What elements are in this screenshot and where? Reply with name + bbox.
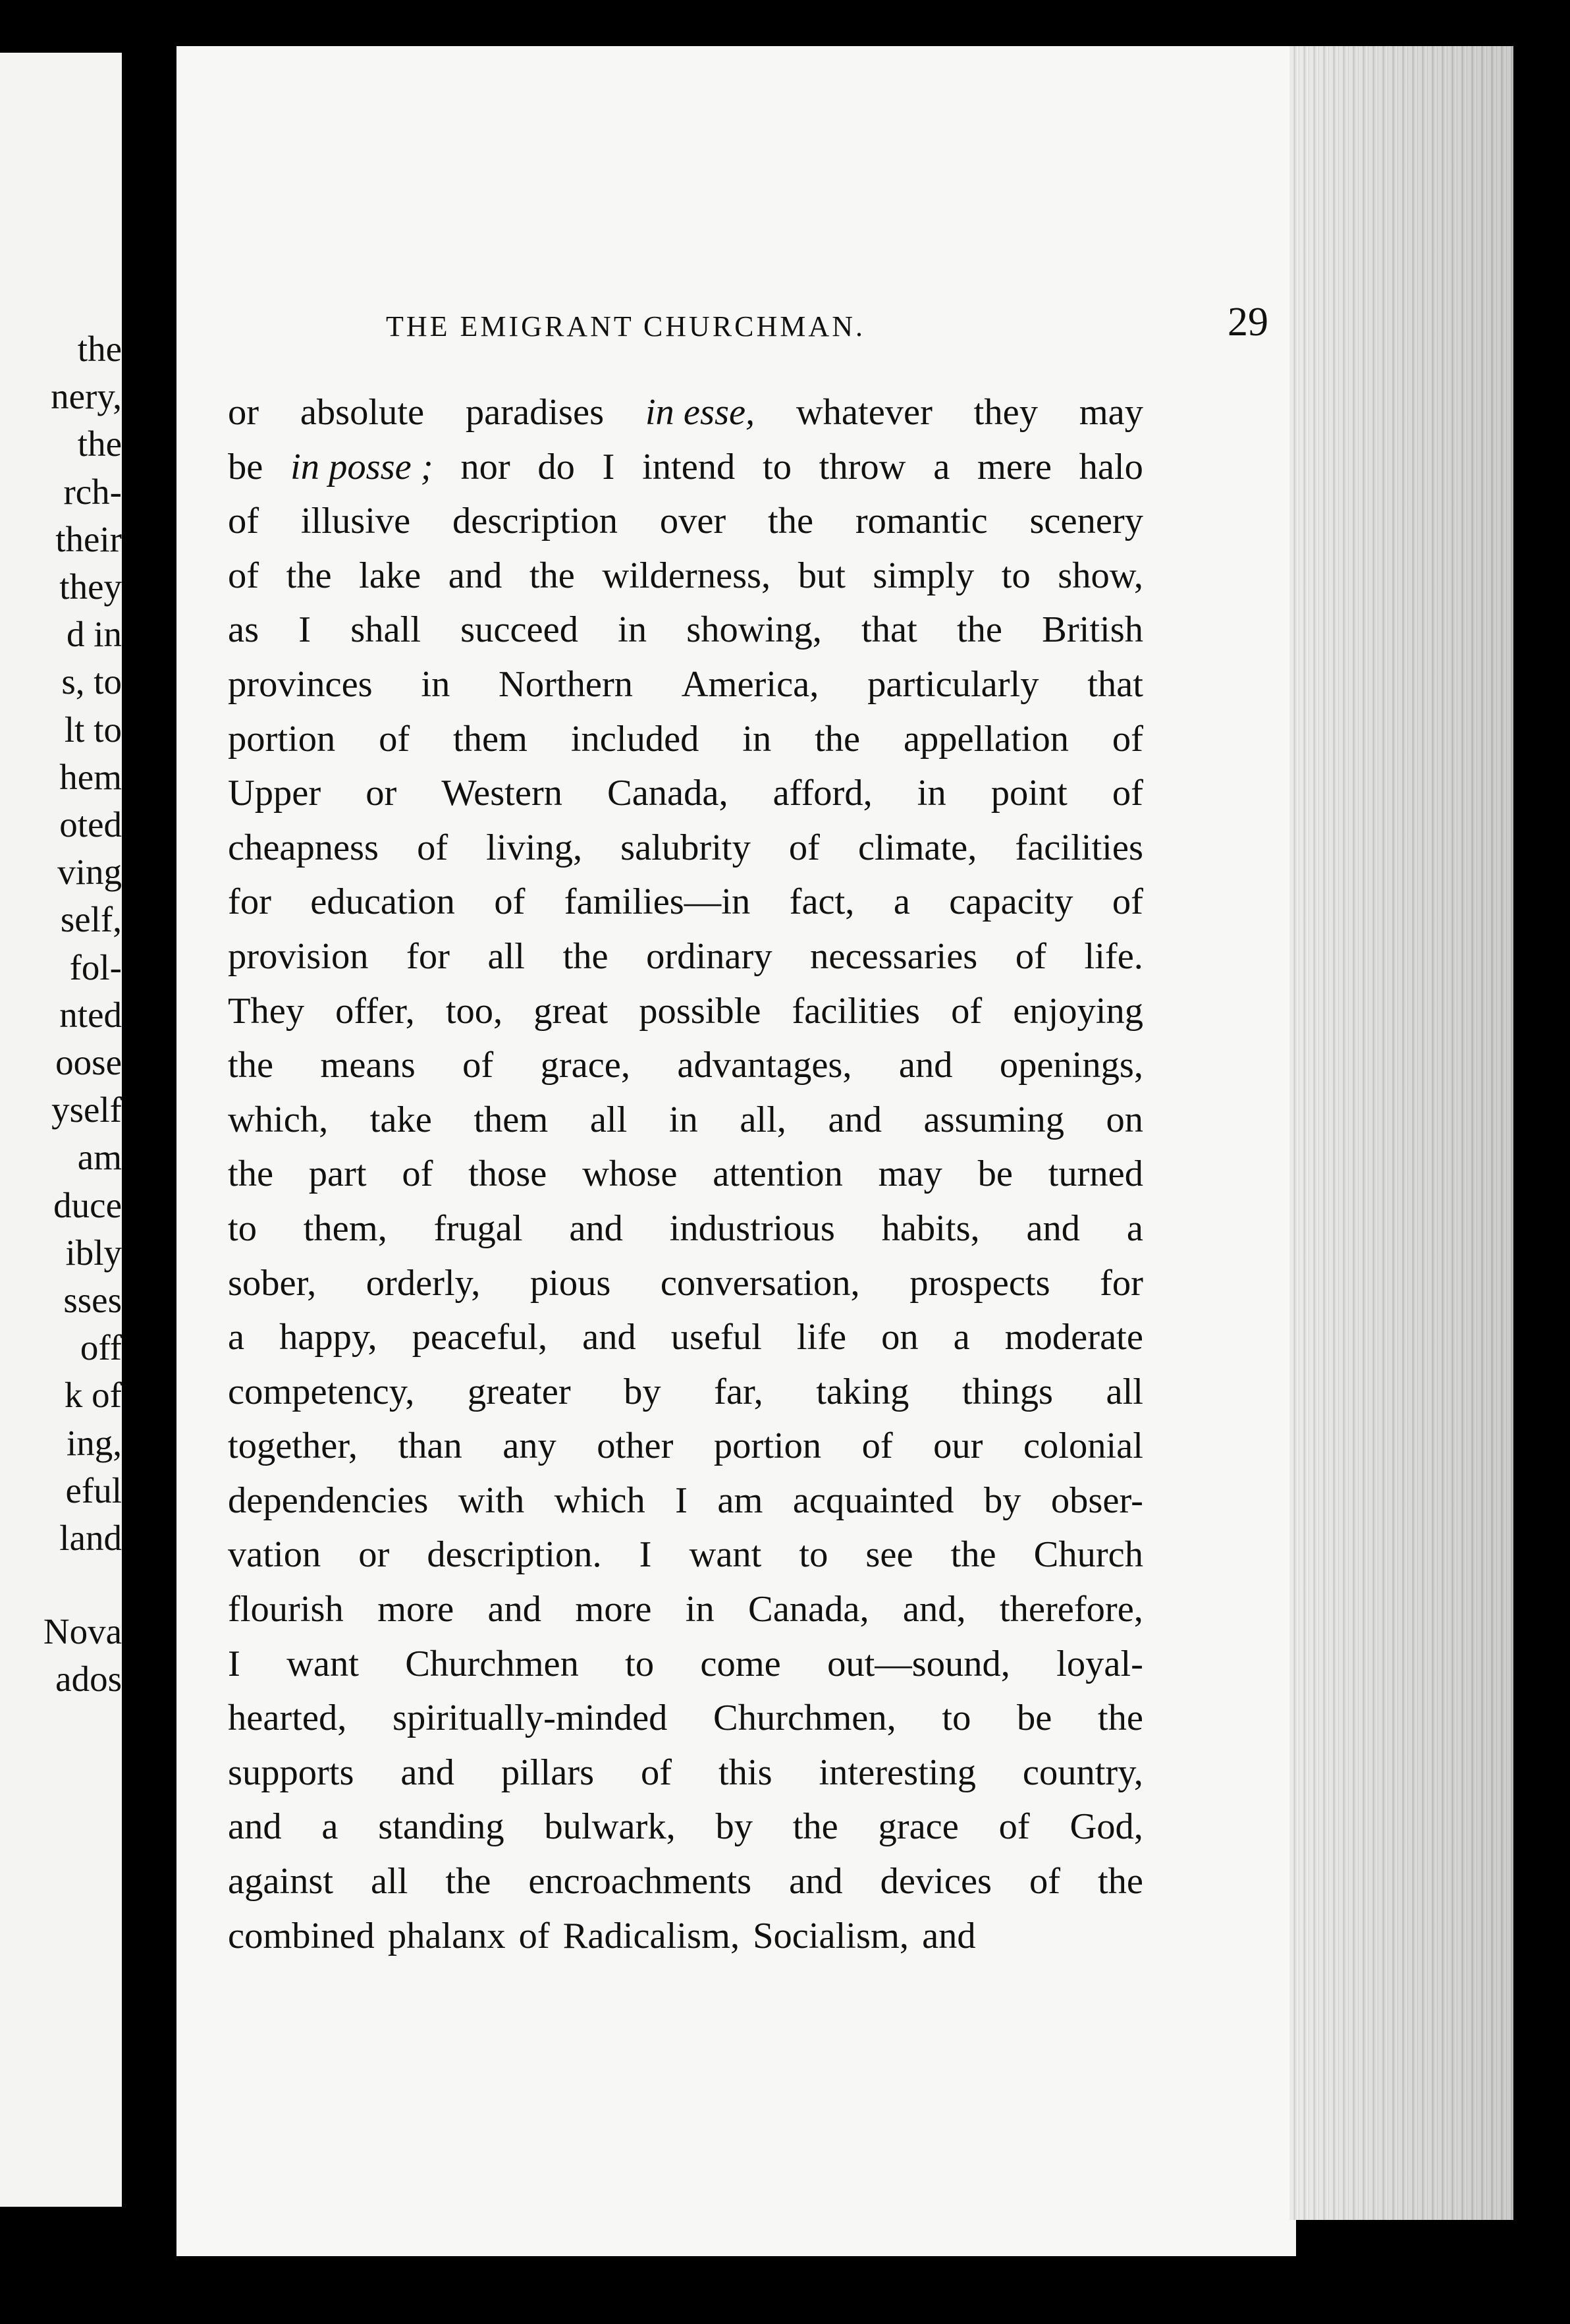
word: families—in [564, 881, 751, 923]
word: point [990, 773, 1068, 814]
word: absolute [300, 392, 425, 433]
word: description. [427, 1534, 602, 1576]
word: appellation [903, 718, 1069, 760]
word: and [898, 1045, 953, 1086]
left-page-fragment: s, to [61, 661, 122, 702]
word: wilderness, [602, 555, 771, 596]
left-page-fragment: the [77, 424, 122, 464]
left-page-fragment: off [80, 1327, 122, 1368]
word: included [570, 718, 699, 760]
text-line [228, 766, 1143, 821]
left-page-fragment: Nova [43, 1611, 122, 1652]
word: assuming [923, 1099, 1064, 1140]
word: the [815, 718, 861, 760]
text-line [228, 1310, 1143, 1365]
text-line [228, 1474, 1143, 1528]
word: I [639, 1534, 652, 1576]
left-page-fragment: fol- [69, 947, 122, 987]
word: and [228, 1806, 282, 1848]
word: and, [902, 1589, 966, 1630]
text-line [228, 440, 1143, 495]
word: and [448, 555, 502, 596]
word: Upper [228, 773, 321, 814]
word: country, [1022, 1752, 1143, 1793]
left-page-fragment: nted [59, 994, 122, 1035]
word: illusive [300, 501, 411, 542]
word: in [685, 1589, 715, 1630]
word: fact, [789, 881, 855, 923]
word: the [228, 1045, 274, 1086]
word: colonial [1023, 1425, 1143, 1467]
word: the [956, 609, 1002, 651]
left-page-fragment: lt to [64, 709, 122, 750]
text-line [228, 1256, 1143, 1311]
word: against [228, 1861, 334, 1902]
word: combined [228, 1915, 375, 1956]
word: halo [1079, 446, 1143, 487]
word: the [286, 555, 332, 596]
word: Churchmen [405, 1643, 579, 1684]
word: any [502, 1425, 556, 1467]
word: throw [819, 446, 906, 487]
word: the [529, 555, 575, 596]
word: useful [670, 1317, 762, 1358]
word: over [659, 501, 726, 542]
text-line [228, 712, 1143, 767]
word: particularly [867, 663, 1039, 705]
word: of [951, 990, 983, 1032]
word: all, [740, 1099, 786, 1140]
text-line [228, 1746, 1143, 1800]
word: the [1097, 1698, 1143, 1739]
word: want [689, 1534, 762, 1576]
word: God, [1069, 1806, 1143, 1848]
word: of [1112, 881, 1143, 923]
word: to [228, 1207, 257, 1249]
word: of [1112, 718, 1143, 760]
word: and [569, 1207, 623, 1249]
word: description [452, 501, 618, 542]
text-line [228, 549, 1143, 603]
left-page-fragment: ing, [66, 1422, 122, 1463]
left-page-fragment: ving [57, 852, 122, 893]
word: facilities [1015, 827, 1143, 868]
word: life. [1084, 935, 1143, 977]
word: romantic [855, 501, 988, 542]
word: things [961, 1371, 1054, 1412]
word: and [582, 1317, 636, 1358]
left-page-fragment: sses [63, 1280, 122, 1320]
word: America, [681, 663, 819, 705]
word: interesting [819, 1752, 976, 1793]
word: a [1126, 1207, 1143, 1249]
word: flourish [228, 1589, 344, 1630]
word: capacity [949, 881, 1073, 923]
word: and [789, 1861, 843, 1902]
word: be [977, 1153, 1013, 1195]
left-page-fragment: they [59, 567, 122, 607]
word: more [575, 1589, 652, 1630]
word: may [1079, 392, 1143, 433]
word: be [228, 446, 263, 487]
word: prospects [909, 1262, 1050, 1304]
word: of [518, 1915, 550, 1956]
word: in [668, 1099, 698, 1140]
word: great [533, 990, 609, 1032]
word: a [893, 881, 910, 923]
word: I [602, 446, 615, 487]
word: in esse, [645, 392, 755, 433]
left-page-fragment: land [59, 1518, 122, 1558]
text-line [228, 1637, 1143, 1692]
word: on [1106, 1099, 1143, 1140]
left-page-fragment: self, [60, 899, 122, 940]
word: dependencies [228, 1480, 429, 1521]
left-page-fragment: ibly [65, 1232, 122, 1273]
text-line [228, 1202, 1143, 1256]
left-page-fragment: am [77, 1137, 122, 1178]
word: in [742, 718, 772, 760]
word: living, [486, 827, 583, 868]
left-facing-page [0, 53, 122, 2207]
word: as [228, 609, 259, 651]
word: therefore, [999, 1589, 1143, 1630]
word: this [718, 1752, 772, 1793]
word: life [796, 1317, 847, 1358]
word: on [881, 1317, 919, 1358]
text-line [228, 1909, 1143, 1964]
left-page-fragment: k of [64, 1375, 122, 1416]
word: the [445, 1861, 491, 1902]
word: Socialism, [753, 1915, 909, 1956]
word: They [228, 990, 305, 1032]
word: Western [441, 773, 563, 814]
word: part [308, 1153, 367, 1195]
word: openings, [999, 1045, 1143, 1086]
word: of [861, 1425, 893, 1467]
word: salubrity [620, 827, 751, 868]
word: provinces [228, 663, 373, 705]
word: the [228, 1153, 274, 1195]
left-page-fragment: d in [66, 614, 122, 655]
word: them [474, 1099, 549, 1140]
word: necessaries [810, 935, 978, 977]
word: the [1097, 1861, 1143, 1902]
word: to [1001, 555, 1031, 596]
word: to [625, 1643, 655, 1684]
word: devices [880, 1861, 992, 1902]
word: enjoying [1013, 990, 1143, 1032]
word: and [400, 1752, 454, 1793]
word: of [1112, 773, 1143, 814]
word: mere [977, 446, 1052, 487]
word: in [421, 663, 450, 705]
word: and [1026, 1207, 1081, 1249]
word: with [458, 1480, 525, 1521]
word: but [798, 555, 846, 596]
text-line [228, 929, 1143, 984]
word: which [554, 1480, 645, 1521]
text-line [228, 657, 1143, 712]
word: in [618, 609, 647, 651]
left-page-fragment: yself [51, 1090, 122, 1130]
word: a [953, 1317, 970, 1358]
word: scenery [1029, 501, 1143, 542]
word: offer, [335, 990, 415, 1032]
word: and [487, 1589, 542, 1630]
word: a [321, 1806, 338, 1848]
word: advantages, [677, 1045, 852, 1086]
word: peaceful, [412, 1317, 548, 1358]
word: sober, [228, 1262, 317, 1304]
text-line [228, 1147, 1143, 1202]
word: by [715, 1806, 753, 1848]
left-page-fragment: oose [55, 1042, 122, 1082]
word: may [878, 1153, 942, 1195]
left-page-fragment: their [55, 518, 122, 559]
text-line [228, 494, 1143, 549]
word: attention [713, 1153, 843, 1195]
word: other [597, 1425, 674, 1467]
word: education [310, 881, 455, 923]
text-line [228, 603, 1143, 657]
word: them, [303, 1207, 387, 1249]
word: our [933, 1425, 983, 1467]
body-text [228, 385, 1143, 1963]
word: portion [713, 1425, 822, 1467]
word: show, [1058, 555, 1143, 596]
word: and [828, 1099, 882, 1140]
word: of [228, 555, 259, 596]
word: conversation, [660, 1262, 860, 1304]
word: be [1016, 1698, 1052, 1739]
word: Canada, [607, 773, 728, 814]
word: for [406, 935, 450, 977]
word: of [417, 827, 448, 868]
left-page-fragment: rch- [63, 471, 122, 512]
word: encroachments [528, 1861, 752, 1902]
left-page-fragment: duce [53, 1184, 122, 1225]
left-page-fragment: eful [65, 1470, 122, 1510]
word: acquainted [792, 1480, 954, 1521]
word: of [998, 1806, 1030, 1848]
word: industrious [669, 1207, 835, 1249]
word: to [942, 1698, 971, 1739]
word: lake [359, 555, 421, 596]
word: of [494, 881, 526, 923]
word: pious [529, 1262, 611, 1304]
word: by [624, 1371, 661, 1412]
running-head [386, 290, 1268, 356]
word: I [228, 1643, 240, 1684]
word: want [286, 1643, 359, 1684]
text-line [228, 1419, 1143, 1474]
word: the [792, 1806, 838, 1848]
left-page-fragment: oted [59, 804, 122, 844]
word: or [228, 392, 259, 433]
word: grace, [540, 1045, 631, 1086]
word: greater [467, 1371, 571, 1412]
text-line [228, 1038, 1143, 1093]
word: or [365, 773, 397, 814]
word: possible [639, 990, 761, 1032]
word: for [1100, 1262, 1143, 1304]
word: spiritually-minded [392, 1698, 668, 1739]
text-line [228, 1528, 1143, 1582]
word: in [917, 773, 946, 814]
word: too, [445, 990, 503, 1032]
word: of [379, 718, 410, 760]
word: to [799, 1534, 828, 1576]
word: by [983, 1480, 1021, 1521]
word: ordinary [646, 935, 772, 977]
word: of [402, 1153, 433, 1195]
text-line [228, 821, 1143, 875]
word: far, [714, 1371, 763, 1412]
word: provision [228, 935, 369, 977]
word: turned [1048, 1153, 1143, 1195]
word: more [377, 1589, 454, 1630]
word: than [398, 1425, 462, 1467]
text-line [228, 1365, 1143, 1420]
word: or [358, 1534, 390, 1576]
page-number: 29 [1228, 300, 1268, 345]
word: succeed [460, 609, 578, 651]
word: happy, [279, 1317, 377, 1358]
word: of [1029, 1861, 1061, 1902]
word: that [861, 609, 917, 651]
word: do [537, 446, 575, 487]
word: paradises [465, 392, 605, 433]
word: in posse ; [290, 446, 433, 487]
word: frugal [433, 1207, 523, 1249]
word: come [700, 1643, 781, 1684]
word: which, [228, 1099, 329, 1140]
word: bulwark, [544, 1806, 676, 1848]
word: to [763, 446, 792, 487]
word: loyal- [1056, 1643, 1143, 1684]
word: of [462, 1045, 494, 1086]
word: orderly, [365, 1262, 481, 1304]
text-line [228, 385, 1143, 440]
word: Canada, [748, 1589, 869, 1630]
word: them [453, 718, 528, 760]
word: Churchmen, [713, 1698, 896, 1739]
word: whatever [796, 392, 933, 433]
word: of [1015, 935, 1046, 977]
word: grace [878, 1806, 959, 1848]
word: British [1042, 609, 1143, 651]
word: shall [350, 609, 421, 651]
left-page-fragment: the [77, 329, 122, 369]
text-line [228, 1582, 1143, 1637]
word: take [369, 1099, 432, 1140]
word: showing, [686, 609, 822, 651]
main-page [176, 46, 1296, 2256]
word: all [370, 1861, 408, 1902]
word: means [320, 1045, 416, 1086]
word: supports [228, 1752, 354, 1793]
word: all [1106, 1371, 1143, 1412]
word: that [1087, 663, 1143, 705]
word: for [228, 881, 271, 923]
word: I [298, 609, 311, 651]
word: whose [582, 1153, 678, 1195]
left-page-fragment: nery, [51, 376, 122, 417]
left-page-fragment: hem [59, 756, 122, 797]
word: the [768, 501, 814, 542]
word: see [865, 1534, 913, 1576]
word: taking [816, 1371, 909, 1412]
word: of [640, 1752, 672, 1793]
word: I [675, 1480, 688, 1521]
word: standing [378, 1806, 504, 1848]
word: Church [1033, 1534, 1143, 1576]
word: cheapness [228, 827, 379, 868]
word: Radicalism, [562, 1915, 740, 1956]
word: simply [873, 555, 975, 596]
word: all [487, 935, 525, 977]
text-line [228, 1691, 1143, 1746]
word: vation [228, 1534, 321, 1576]
word: nor [460, 446, 510, 487]
word: Northern [499, 663, 634, 705]
word: portion [228, 718, 336, 760]
word: intend [642, 446, 736, 487]
text-line [228, 984, 1143, 1039]
text-line [228, 1854, 1143, 1909]
word: habits, [881, 1207, 980, 1249]
word: those [468, 1153, 547, 1195]
word: moderate [1004, 1317, 1143, 1358]
word: a [228, 1317, 245, 1358]
word: obser- [1050, 1480, 1143, 1521]
word: the [562, 935, 609, 977]
word: climate, [857, 827, 977, 868]
word: phalanx [387, 1915, 506, 1956]
running-title: THE EMIGRANT CHURCHMAN. [386, 310, 865, 343]
word: afford, [772, 773, 873, 814]
word: of [788, 827, 820, 868]
word: am [717, 1480, 763, 1521]
text-line [228, 875, 1143, 929]
word: of [228, 501, 259, 542]
word: and [922, 1915, 976, 1956]
text-line [228, 1093, 1143, 1148]
word: pillars [501, 1752, 595, 1793]
word: the [950, 1534, 996, 1576]
word: out—sound, [827, 1643, 1010, 1684]
word: together, [228, 1425, 358, 1467]
word: a [933, 446, 950, 487]
text-line [228, 1800, 1143, 1854]
left-page-fragment: ados [55, 1659, 122, 1700]
word: facilities [792, 990, 921, 1032]
word: all [589, 1099, 628, 1140]
word: hearted, [228, 1698, 347, 1739]
word: competency, [228, 1371, 415, 1412]
word: they [973, 392, 1038, 433]
page-edges [1289, 46, 1513, 2220]
